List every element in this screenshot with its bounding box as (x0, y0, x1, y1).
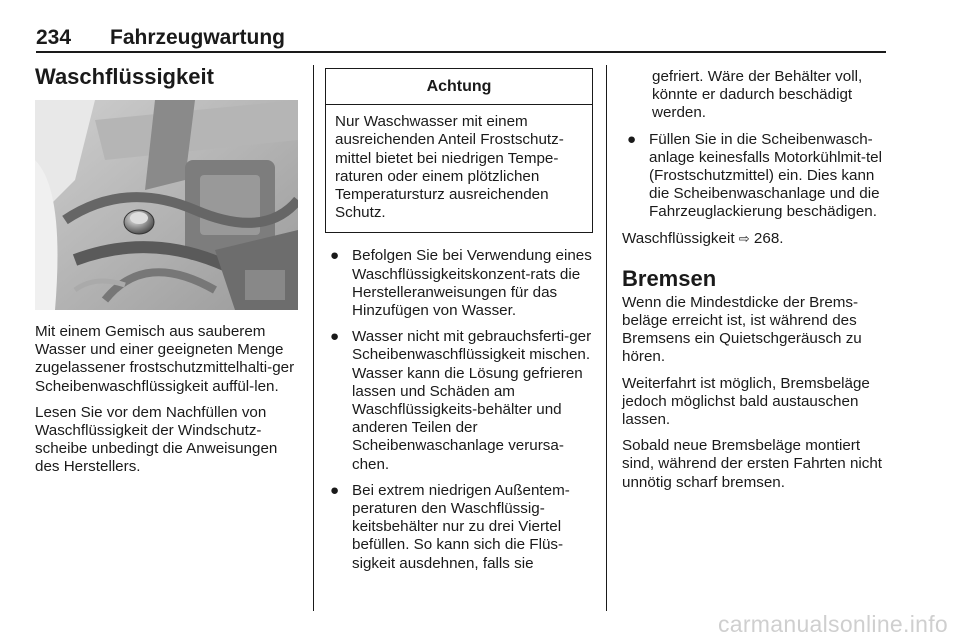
warning-title: Achtung (326, 69, 592, 105)
header-rule (36, 51, 886, 53)
manufacturer-note-paragraph: Lesen Sie vor dem Nachfüllen von Waschflüssigkeit der Windschutz-scheibe unbedingt die Anweisungen des Herstellers. (35, 403, 278, 476)
reference-label: Waschflüssigkeit (622, 229, 735, 247)
page-number: 234 (36, 26, 72, 49)
page-header (36, 26, 886, 50)
bullet-dot-icon: ● (330, 247, 340, 265)
warning-box (325, 68, 593, 233)
middle-bullet-list (325, 247, 593, 572)
washer-reservoir-figure (35, 100, 298, 310)
list-item: ● Befolgen Sie bei Verwendung eines Waschflüssigkeitskonzent-rats die Herstelleranweisungen für das Hinzufügen von Wasser. (330, 247, 592, 320)
bullet-dot-icon: ● (330, 481, 340, 499)
right-column (622, 68, 890, 500)
column-divider-right (606, 65, 607, 611)
column-divider-left (313, 65, 314, 611)
continued-text: gefriert. Wäre der Behälter voll, könnte er dadurch beschädigt werden. (652, 68, 863, 122)
list-item: ● Wasser nicht mit gebrauchsferti-ger Scheibenwaschflüssigkeit mischen. Wasser kann die Lösung gefrieren lassen und Schäden am Waschflüssigkeits-behälter und anderen Teilen der Scheibenwaschanlage verursa-chen. (330, 328, 592, 473)
bullet-dot-icon: ● (627, 130, 637, 148)
right-bullet-list (622, 131, 890, 222)
cross-reference[interactable] (622, 230, 890, 248)
brake-wear-paragraph: Wenn die Mindestdicke der Brems-beläge erreicht ist, ist während des Bremsens ein Quietschgeräusch zu hören. (622, 293, 862, 366)
middle-column (325, 68, 593, 581)
watermark: carmanualsonline.info (717, 611, 948, 637)
section-title: Fahrzeugwartung (110, 26, 286, 49)
bullet-dot-icon: ● (330, 328, 340, 346)
reference-page[interactable]: 268. (753, 229, 784, 247)
list-item: ● Füllen Sie in die Scheibenwasch-anlage keinesfalls Motorkühlmit-tel (Frostschutzmittel) ein. Dies kann die Scheibenwaschanlage und die Fahrzeuglackierung beschädigen. (627, 130, 882, 221)
warning-text: Nur Waschwasser mit einem ausreichenden Anteil Frostschutz-mittel bietet bei niedrigen Tempe-raturen oder einem plötzlichen Temperatursturz ausreichenden Schutz. (335, 113, 564, 222)
engine-bay-illustration (35, 100, 298, 310)
fill-instruction-paragraph: Mit einem Gemisch aus sauberem Wasser und einer geeigneten Menge zugelassener frostschutzmittelhalti-ger Scheibenwaschflüssigkeit auffül-len. (35, 323, 295, 395)
left-column-text (35, 323, 303, 485)
bremsen-heading: Bremsen (622, 265, 717, 291)
page-reference-arrow-icon: ⇨ (738, 230, 750, 246)
list-item: ● Bei extrem niedrigen Außentem-peraturen den Waschflüssig-keitsbehälter nur zu drei Viertel befüllen. So kann sich die Flüs-sigkeit ausdehnen, falls sie (330, 481, 570, 572)
brake-continue-paragraph: Weiterfahrt ist möglich, Bremsbeläge jedoch möglichst bald austauschen lassen. (622, 374, 870, 429)
new-pads-paragraph: Sobald neue Bremsbeläge montiert sind, während der ersten Fahrten nicht unnötig scharf bremsen. (622, 437, 883, 491)
topic-title: Waschflüssigkeit (35, 64, 214, 89)
